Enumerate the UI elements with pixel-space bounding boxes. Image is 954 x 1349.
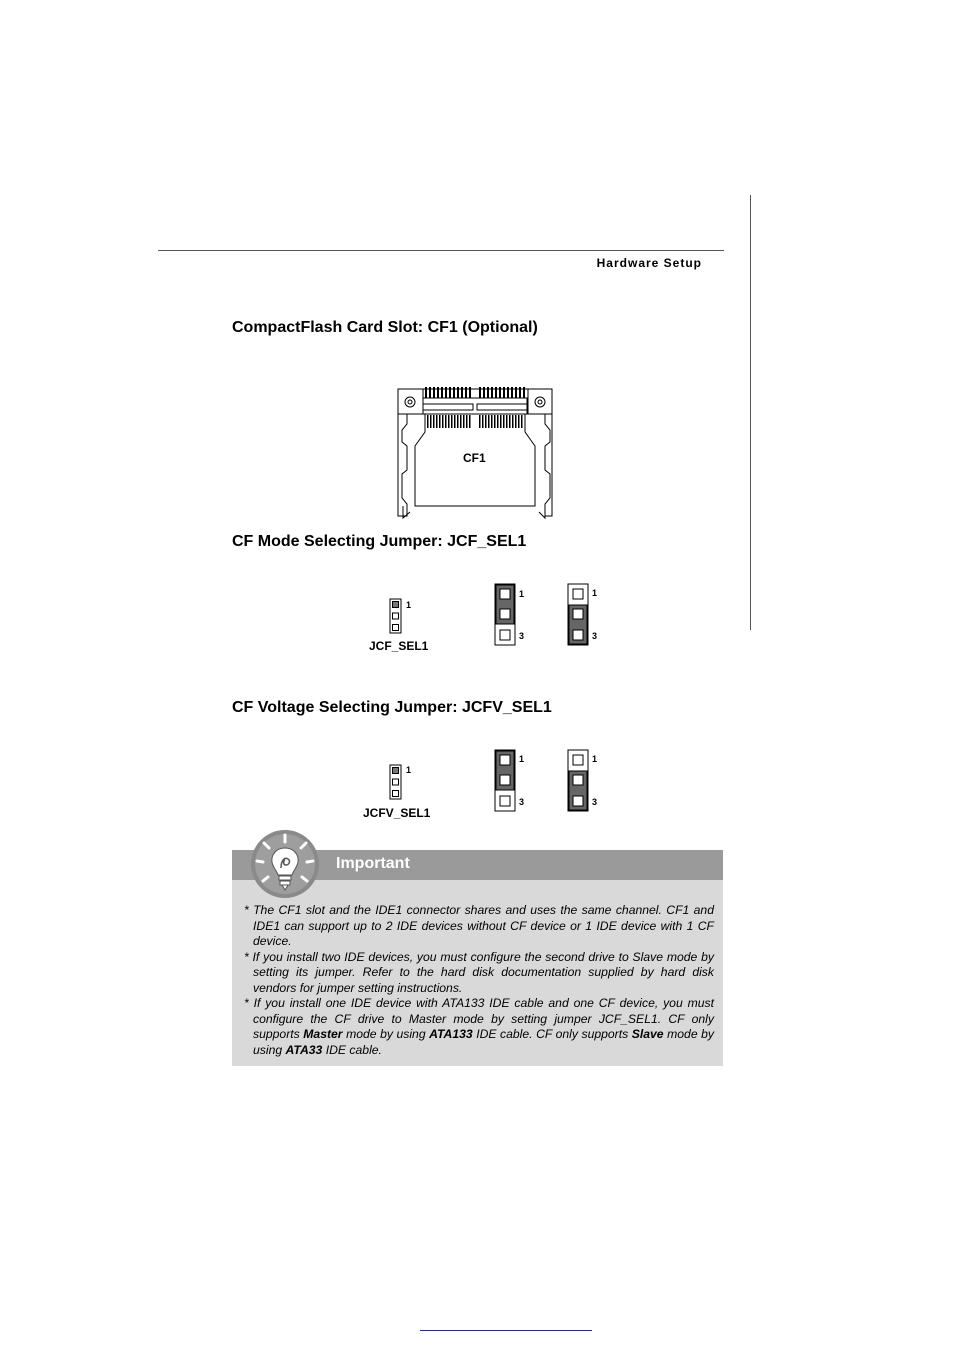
lightbulb-icon: [250, 828, 320, 900]
cf-slot-heading: CompactFlash Card Slot: CF1 (Optional): [232, 319, 538, 336]
voltage-jumper-setting-2-3-pin3: 3: [592, 797, 598, 807]
jcf-sel1-header-diagram: [389, 598, 403, 634]
mode-jumper-setting-2-3-pin1: 1: [592, 588, 598, 598]
mode-jumper-setting-1-2-pin3: 3: [519, 631, 525, 641]
note-emphasis: ATA133: [429, 1027, 473, 1041]
important-note: [244, 903, 714, 950]
voltage-jumper-setting-1-2: [494, 749, 516, 812]
jcfv-sel1-pin1: 1: [406, 765, 412, 775]
important-notes: [244, 903, 714, 1058]
mode-jumper-heading: CF Mode Selecting Jumper: JCF_SEL1: [232, 533, 527, 550]
running-header: Hardware Setup: [596, 256, 702, 270]
note-text: * If you install two IDE devices, you must configure the second drive to Slave mode by setting its jumper. Refer to the hard disk documentation supplied by hard disk vendors for jumper setting instructions.: [244, 949, 714, 995]
jcf-sel1-pin1: 1: [406, 600, 412, 610]
voltage-jumper-setting-2-3: [567, 749, 589, 812]
mode-jumper-setting-2-3: [567, 583, 589, 646]
note-text: IDE cable.: [322, 1042, 382, 1057]
important-note: [244, 950, 714, 997]
footer-link-line[interactable]: [420, 1330, 592, 1331]
note-emphasis: ATA33: [285, 1042, 323, 1057]
note-text: * The CF1 slot and the IDE1 connector shares and uses the same channel. CF1 and IDE1 can support up to 2 IDE devices without CF device or 1 IDE device with 1 CF device.: [244, 903, 714, 948]
mode-jumper-setting-1-2-pin1: 1: [519, 589, 525, 599]
voltage-jumper-setting-1-2-pin1: 1: [519, 754, 525, 764]
jcfv-sel1-header-diagram: [389, 764, 403, 800]
note-text: mode by using: [342, 1027, 430, 1041]
cf1-label: CF1: [463, 451, 486, 465]
voltage-jumper-setting-2-3-pin1: 1: [592, 754, 598, 764]
note-emphasis: Slave: [631, 1027, 664, 1041]
note-text: IDE cable. CF only supports: [472, 1027, 632, 1041]
note-text: * If you install one IDE device with ATA133 IDE cable and one CF device, you must configure the CF drive to Master mode by setting jumper JCF_SEL1. CF only supports: [244, 996, 714, 1041]
jcf-sel1-label: JCF_SEL1: [369, 639, 429, 653]
header-rule: [158, 250, 724, 251]
important-title: Important: [336, 855, 410, 872]
note-text: mode by using: [253, 1027, 714, 1057]
jcfv-sel1-label: JCFV_SEL1: [363, 806, 431, 820]
important-note: [244, 996, 714, 1058]
mode-jumper-setting-2-3-pin3: 3: [592, 631, 598, 641]
voltage-jumper-setting-1-2-pin3: 3: [519, 797, 525, 807]
margin-rule: [750, 195, 751, 630]
voltage-jumper-heading: CF Voltage Selecting Jumper: JCFV_SEL1: [232, 699, 552, 716]
mode-jumper-setting-1-2: [494, 583, 516, 646]
note-emphasis: Master: [303, 1027, 343, 1041]
